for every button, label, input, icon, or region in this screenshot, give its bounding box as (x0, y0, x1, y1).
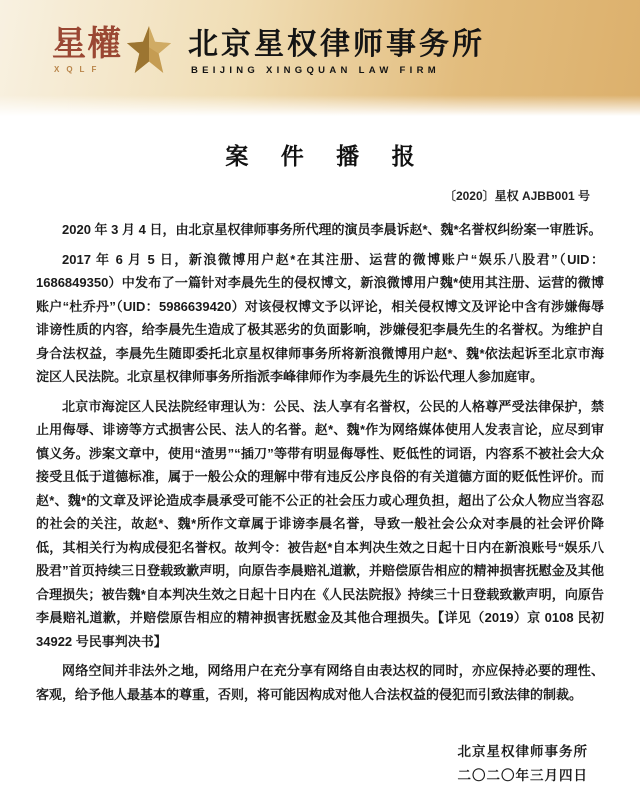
logo-acronym: XQLF (54, 65, 104, 74)
firm-name-chinese: 北京星权律师事务所 (188, 28, 485, 61)
signature-date: 二〇二〇年三月四日 (457, 768, 588, 783)
paragraph-closing-remarks: 网络空间并非法外之地，网络用户在充分享有网络自由表达权的同时，亦应保持必要的理性、客观，给予他人最基本的尊重，否则，将可能因构成对他人合法权益的侵犯而引致法律的制裁。 (36, 663, 604, 702)
document-title: 案 件 播 报 (225, 143, 428, 169)
logo-seal-characters: 星權 (52, 26, 122, 63)
firm-name-block (188, 28, 485, 76)
signature-block (36, 740, 604, 788)
firm-name-english: BEIJING XINGQUAN LAW FIRM (191, 65, 440, 76)
paragraph-court-findings: 北京市海淀区人民法院经审理认为：公民、法人享有名誉权，公民的人格尊严受法律保护，禁止用侮辱、诽谤等方式损害公民、法人的名誉。赵*、魏*作为网络媒体使用人发表言论，应尽到审慎义务。涉案文章中，使用“渣男”“插刀”等带有明显侮辱性、贬低性的词语，内容系不被社会大众接受且低于道德标准，属于一般公众的理解中带有违反公序良俗的有关道德方面的贬低性评价。而赵*、魏*的文章及评论造成李晨承受可能不公正的社会压力或心理负担，超出了公众人物应当容忍的社会的关注，故赵*、魏*所作文章属于诽谤李晨名誉，导致一般社会公众对李晨的社会评价降低，其相关行为构成侵犯名誉权。故判令：被告赵*自本判决生效之日起十日内在新浪账号“娱乐八股君”首页持续三日登载致歉声明，向原告李晨赔礼道歉，并赔偿原告相应的精神损害抚慰金及其他合理损失；被告魏*自本判决生效之日起十日内在《人民法院报》持续三十日登载致歉声明，向原告李晨赔礼道歉，并赔偿原告相应的精神损害抚慰金及其他合理损失。【详见（2019）京 0108 民初 34922 号民事判决书】 (36, 398, 604, 649)
paragraph-verdict-summary: 2020 年 3 月 4 日，由北京星权律师事务所代理的演员李晨诉赵*、魏*名誉权纠纷案一审胜诉。 (62, 222, 602, 237)
firm-logo (52, 28, 148, 74)
star-icon (126, 24, 172, 76)
document-body (0, 138, 640, 788)
signature-firm-name: 北京星权律师事务所 (457, 744, 588, 759)
document-number: 〔2020〕星权 AJBB001 号 (443, 189, 590, 203)
letterhead-banner (0, 0, 640, 116)
paragraph-case-background: 2017 年 6 月 5 日，新浪微博用户赵*在其注册、运营的微博账户“娱乐八股君”（UID：1686849350）中发布了一篇针对李晨先生的侵权博文，新浪微博用户魏*使用其注册、运营的微博账户“杜乔丹”（UID：5986639420）对该侵权博文予以评论，相关侵权博文及评论中含有涉嫌侮辱诽谤性质的内容，给李晨先生造成了极其恶劣的负面影响，涉嫌侵犯李晨先生的名誉权。为维护自身合法权益，李晨先生随即委托北京星权律师事务所将新浪微博用户赵*、魏*依法起诉至北京市海淀区人民法院。北京星权律师事务所指派李峰律师作为李晨先生的诉讼代理人参加庭审。 (36, 251, 604, 384)
letterhead-content (0, 0, 640, 76)
